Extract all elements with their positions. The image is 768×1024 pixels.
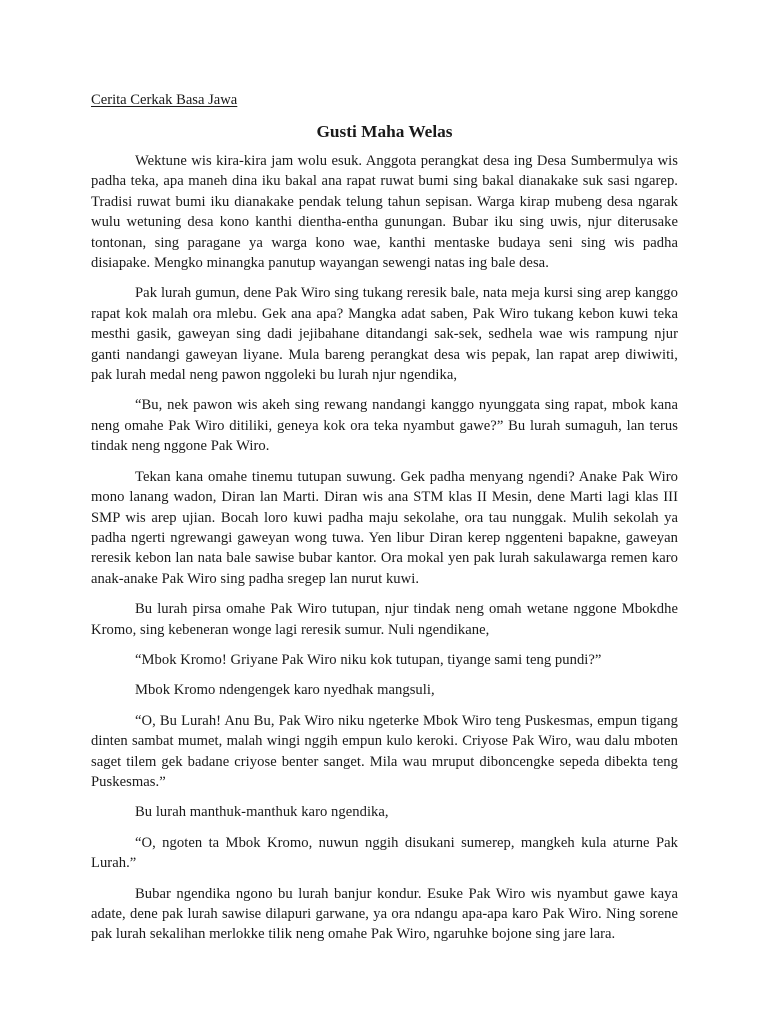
document-title: Gusti Maha Welas xyxy=(316,122,453,141)
story-body xyxy=(91,151,678,945)
paragraph: “O, Bu Lurah! Anu Bu, Pak Wiro niku ngeterke Mbok Wiro teng Puskesmas, empun tigang dinten sambat mumet, malah wingi nggih empun kulo keroki. Criyose Pak Wiro, wau dalu mboten saget tilem gek badane criyose benter sanget. Mila wau mruput diboncengke sepeda dibekta teng Puskesmas.” xyxy=(91,712,678,790)
paragraph: Bu lurah pirsa omahe Pak Wiro tutupan, njur tindak neng omah wetane nggone Mbokdhe Kromo, sing kebeneran wonge lagi reresik sumur. Nuli ngendikane, xyxy=(91,601,678,638)
paragraph: Wektune wis kira-kira jam wolu esuk. Anggota perangkat desa ing Desa Sumbermulya wis padha teka, apa maneh dina iku bakal ana rapat ruwat bumi sing bakal dianakake suk sasi ngarep. Tradisi ruwat bumi iku dianakake pendak telung tahun sepisan. Warga kirap mubeng desa ngarak wulu wetuning desa kono kanthi dientha-entha gunungan. Bubar iku sing uwis, njur diterusake tontonan, sing paragane ya warga kono wae, kanthi mentaske budaya seni sing wis padha disiapake. Mengko minangka panutup wayangan sewengi natas ing bale desa. xyxy=(91,153,678,272)
document-page xyxy=(91,90,678,955)
paragraph: Tekan kana omahe tinemu tutupan suwung. Gek padha menyang ngendi? Anake Pak Wiro mono lanang wadon, Diran lan Marti. Diran wis ana STM klas II Mesin, dene Marti lagi klas III SMP wis arep ujian. Bocah loro kuwi padha maju sekolahe, ora tau nunggak. Mulih sekolah ya padha ngerti ngrewangi gaweyan wong tuwa. Yen libur Diran kerep nggenteni bapakne, gaweyan reresik kebon lan nata bale sawise bubar kantor. Ora mokal yen pak lurah sakulawarga remen karo anak-anake Pak Wiro sing padha sregep lan nurut kuwi. xyxy=(91,468,678,587)
paragraph: “O, ngoten ta Mbok Kromo, nuwun nggih disukani sumerep, mangkeh kula aturne Pak Lurah.” xyxy=(91,834,678,872)
paragraph: Mbok Kromo ndengengek karo nyedhak mangsuli, xyxy=(135,682,435,699)
paragraph: “Mbok Kromo! Griyane Pak Wiro niku kok tutupan, tiyange sami teng pundi?” xyxy=(135,651,602,668)
paragraph: Bubar ngendika ngono bu lurah banjur kondur. Esuke Pak Wiro wis nyambut gawe kaya adate, dene pak lurah sawise dilapuri garwane, ya ora ndangu apa-apa karo Pak Wiro. Ning sorene pak lurah sekalihan merlokke tilik neng omahe Pak Wiro, ngaruhke bojone sing jare lara. xyxy=(91,885,678,943)
paragraph: “Bu, nek pawon wis akeh sing rewang nandangi kanggo nyunggata sing rapat, mbok kana neng omahe Pak Wiro ditiliki, geneya kok ora teka nyambut gawe?” Bu lurah sumaguh, lan terus tindak neng nggone Pak Wiro. xyxy=(91,397,678,455)
document-subtitle: Cerita Cerkak Basa Jawa xyxy=(91,92,238,108)
paragraph: Pak lurah gumun, dene Pak Wiro sing tukang reresik bale, nata meja kursi sing arep kanggo rapat kok malah ora mlebu. Gek ana apa? Mangka adat saben, Pak Wiro tukang kebon kuwi teka mesthi gasik, gaweyan sing dadi jejibahane ditandangi sak-sek, sedhela wae wis rampung njur ganti nandangi gaweyan liyane. Mula bareng perangkat desa wis pepak, lan rapat arep diwiwiti, pak lurah medal neng pawon nggoleki bu lurah njur ngendika, xyxy=(91,285,678,384)
paragraph: Bu lurah manthuk-manthuk karo ngendika, xyxy=(135,804,389,821)
